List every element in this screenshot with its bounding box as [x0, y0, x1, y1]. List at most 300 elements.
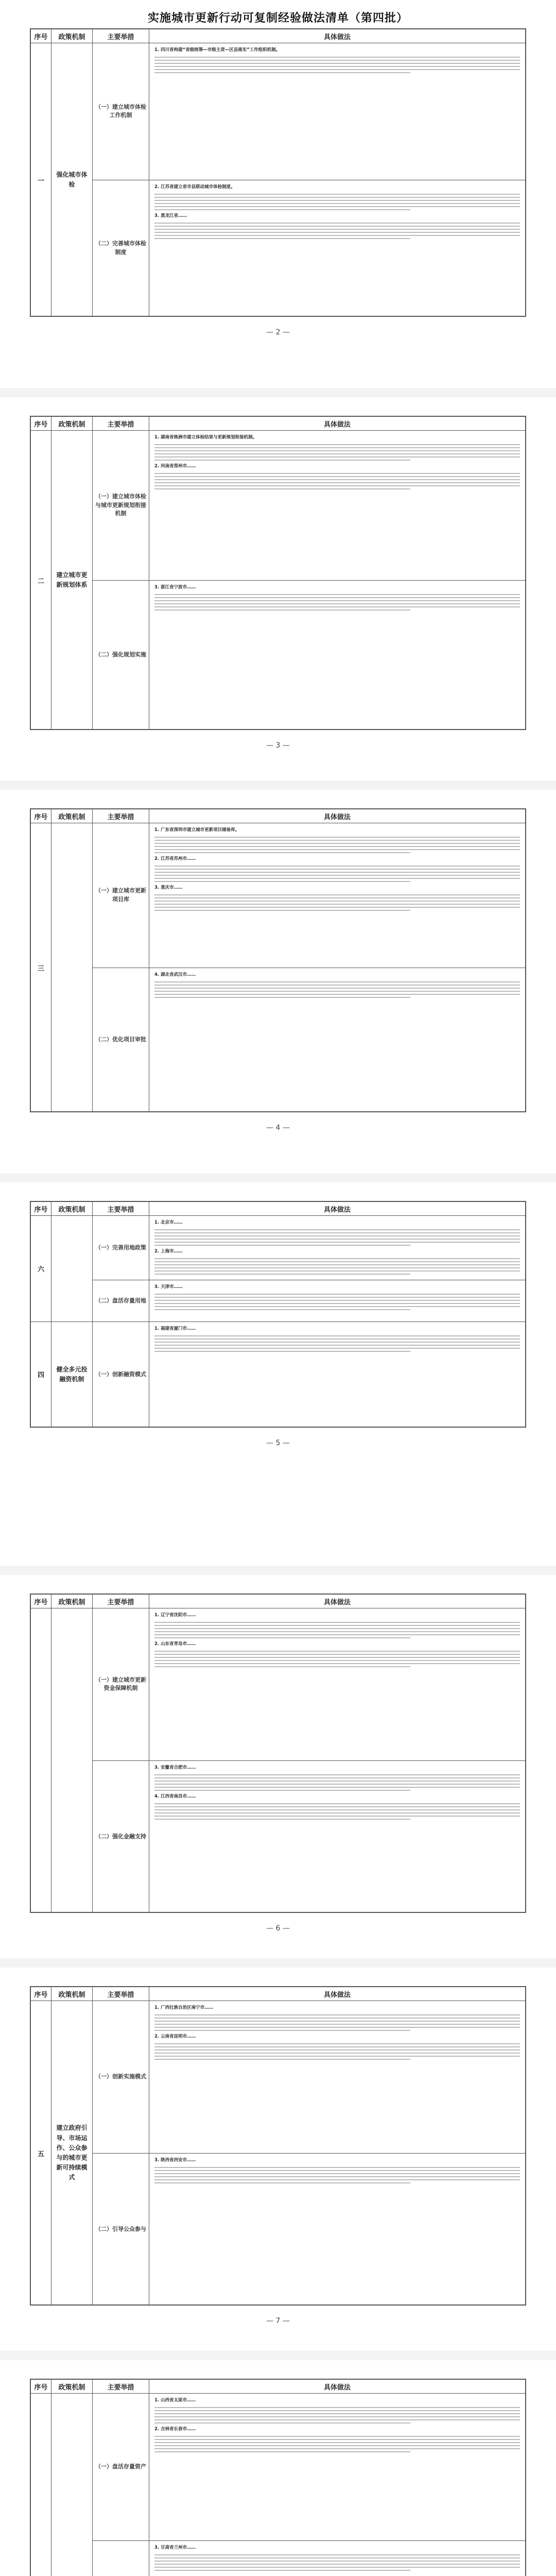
table-header	[31, 1595, 525, 1608]
text-line	[154, 1803, 520, 1804]
text-line	[154, 2173, 520, 2174]
text-line	[154, 194, 520, 195]
text-line	[154, 846, 520, 847]
table-row	[31, 1608, 525, 1912]
header-detail: 具体做法	[323, 1206, 351, 1214]
text-line	[154, 2179, 520, 2180]
detail-heading: 3. 浙江省宁波市……	[154, 584, 196, 590]
text-line	[154, 2056, 520, 2057]
measure-group	[93, 2001, 525, 2154]
measure-details	[149, 823, 525, 968]
header-measure: 主要举措	[93, 417, 149, 430]
text-line	[154, 1790, 410, 1791]
text-line	[154, 1812, 520, 1814]
detail-heading: 1. 山西省太原市……	[154, 2398, 196, 2403]
table-header	[31, 1987, 525, 2001]
main-measure: （二）引导公众参与	[93, 2154, 149, 2306]
text-line	[154, 2030, 410, 2031]
main-measure: （二）强化金融支持	[93, 1761, 149, 1913]
text-line	[154, 2554, 520, 2555]
main-measure: （二）完善城市体检制度	[93, 180, 149, 317]
measure-group	[93, 823, 525, 968]
text-line	[154, 1270, 520, 1272]
measure-details	[149, 1280, 525, 1321]
main-measure: （一）建立城市体检工作机制	[93, 43, 149, 180]
detail-item	[154, 1640, 520, 1648]
text-line	[154, 2570, 410, 2571]
text-line	[154, 1229, 520, 1230]
text-line	[154, 1774, 520, 1775]
row-number: 一	[31, 43, 51, 316]
text-line	[154, 907, 520, 908]
row-content	[93, 1322, 525, 1428]
text-line	[154, 2567, 520, 2568]
text-line	[154, 600, 520, 601]
main-measure: （二）优化项目审批	[93, 968, 149, 1112]
text-line	[154, 837, 520, 838]
text-line	[154, 476, 520, 477]
text-line	[154, 66, 520, 67]
text-line	[154, 1784, 520, 1785]
table-row	[31, 823, 525, 1112]
header-measure: 主要举措	[93, 809, 149, 823]
text-line	[154, 1274, 410, 1275]
table-row	[31, 1216, 525, 1322]
text-line	[154, 223, 520, 224]
text-line	[154, 2557, 520, 2558]
detail-heading: 3. 重庆市……	[154, 885, 183, 890]
detail-heading: 2. 吉林省长春市……	[154, 2427, 196, 2432]
text-line	[154, 200, 520, 201]
measure-details	[149, 431, 525, 580]
main-measure: （一）创新实施模式	[93, 2001, 149, 2153]
main-measure: （二）强化规划实施	[93, 581, 149, 730]
text-line	[154, 1634, 520, 1635]
header-detail: 具体做法	[323, 33, 351, 41]
text-line	[154, 1806, 520, 1807]
text-line	[154, 60, 520, 61]
text-line	[154, 1300, 520, 1301]
measure-details	[149, 2394, 525, 2540]
header-mechanism: 政策机制	[51, 1595, 93, 1608]
text-line	[154, 840, 520, 841]
measure-group	[93, 581, 525, 730]
text-line	[154, 1294, 520, 1295]
detail-item	[154, 971, 520, 978]
text-line	[154, 2410, 520, 2411]
detail-item	[154, 2397, 520, 2404]
text-line	[154, 1261, 520, 1262]
text-line	[154, 1631, 520, 1632]
text-line	[154, 57, 520, 58]
page-number: — 5 —	[266, 1439, 290, 1447]
detail-item	[154, 2157, 520, 2164]
text-line	[154, 209, 410, 210]
header-detail: 具体做法	[323, 813, 351, 821]
measure-group	[93, 2541, 525, 2576]
text-line	[154, 1303, 520, 1304]
table-body	[31, 823, 525, 1112]
row-number	[31, 2394, 51, 2576]
header-detail: 具体做法	[323, 1991, 351, 1999]
policy-mechanism	[51, 1608, 93, 1912]
policy-table	[30, 28, 526, 317]
text-line	[154, 479, 520, 480]
text-line	[154, 1306, 520, 1307]
text-line	[154, 206, 520, 207]
policy-mechanism: 强化城市体检	[51, 43, 93, 316]
detail-heading: 2. 云南省昆明市……	[154, 2034, 196, 2039]
text-line	[154, 485, 520, 486]
table-header	[31, 2380, 525, 2394]
detail-item	[154, 434, 520, 441]
text-line	[154, 1637, 410, 1638]
detail-heading: 3. 陕西省西安市……	[154, 2157, 196, 2163]
detail-heading: 1. 北京市……	[154, 1220, 183, 1225]
text-line	[154, 1781, 520, 1782]
text-line	[154, 2436, 520, 2437]
detail-item	[154, 46, 520, 54]
measure-group	[93, 2154, 525, 2306]
text-line	[154, 2439, 520, 2440]
detail-item	[154, 463, 520, 470]
text-line	[154, 997, 410, 998]
measure-group	[93, 1216, 525, 1280]
row-number: 三	[31, 823, 51, 1112]
row-number: 四	[31, 1322, 51, 1428]
policy-table	[30, 2379, 526, 2576]
page-number: — 6 —	[266, 1924, 290, 1933]
text-line	[154, 1819, 410, 1820]
text-line	[154, 894, 520, 895]
detail-item	[154, 183, 520, 191]
text-line	[154, 843, 520, 844]
table-row	[31, 2001, 525, 2305]
text-line	[154, 2024, 520, 2025]
text-line	[154, 897, 520, 899]
text-line	[154, 203, 520, 204]
header-detail: 具体做法	[323, 2383, 351, 2392]
text-line	[154, 2422, 410, 2424]
text-line	[154, 2167, 520, 2168]
text-line	[154, 226, 520, 227]
header-no: 序号	[31, 1202, 51, 1215]
page-3	[0, 785, 556, 1178]
measure-group	[93, 180, 525, 317]
main-measure: （一）建立城市体检与城市更新规划衔接机制	[93, 431, 149, 580]
measure-group	[93, 1322, 525, 1428]
text-line	[154, 2176, 520, 2177]
text-line	[154, 1651, 520, 1652]
measure-group	[93, 43, 525, 180]
text-line	[154, 1625, 520, 1626]
detail-item	[154, 1248, 520, 1255]
policy-mechanism	[51, 823, 93, 1112]
header-measure: 主要举措	[93, 2380, 149, 2393]
row-content	[93, 2001, 525, 2305]
measure-details	[149, 1216, 525, 1280]
text-line	[154, 197, 520, 198]
header-no: 序号	[31, 1987, 51, 2001]
text-line	[154, 2043, 520, 2044]
text-line	[154, 2419, 520, 2420]
measure-details	[149, 1322, 525, 1428]
text-line	[154, 72, 410, 73]
header-mechanism: 政策机制	[51, 1202, 93, 1215]
text-line	[154, 1245, 410, 1246]
detail-heading: 3. 甘肃省兰州市……	[154, 2545, 196, 2550]
detail-item	[154, 2033, 520, 2040]
header-no: 序号	[31, 2380, 51, 2393]
text-line	[154, 1663, 520, 1664]
main-measure: （一）完善用地政策	[93, 1216, 149, 1280]
text-line	[154, 456, 520, 457]
detail-item	[154, 1612, 520, 1619]
detail-heading: 2. 上海市……	[154, 1249, 183, 1254]
text-line	[154, 988, 520, 989]
text-line	[154, 1264, 520, 1265]
header-detail: 具体做法	[323, 1598, 351, 1606]
text-line	[154, 1267, 520, 1268]
text-line	[154, 1654, 520, 1655]
policy-mechanism: 建立城市更新规划体系	[51, 431, 93, 730]
text-line	[154, 994, 520, 995]
text-line	[154, 2448, 520, 2449]
text-line	[154, 852, 410, 853]
text-line	[154, 910, 410, 911]
row-content	[93, 1216, 525, 1321]
main-measure: （一）盘活存量资产	[93, 2394, 149, 2540]
table-header	[31, 809, 525, 823]
text-line	[154, 2416, 520, 2417]
text-line	[154, 881, 410, 882]
text-line	[154, 872, 520, 873]
policy-table	[30, 416, 526, 730]
main-measure: （一）创新融资模式	[93, 1322, 149, 1428]
header-mechanism: 政策机制	[51, 1987, 93, 2001]
text-line	[154, 2014, 520, 2015]
header-measure: 主要举措	[93, 1595, 149, 1608]
detail-heading: 3. 安徽省合肥市……	[154, 1765, 196, 1770]
text-line	[154, 2018, 520, 2019]
text-line	[154, 2442, 520, 2443]
text-line	[154, 69, 520, 70]
table-row	[31, 431, 525, 730]
text-line	[154, 444, 520, 445]
text-line	[154, 1235, 520, 1236]
text-line	[154, 1345, 520, 1346]
row-number: 二	[31, 431, 51, 730]
text-line	[154, 2564, 520, 2565]
text-line	[154, 232, 520, 233]
text-line	[154, 235, 520, 236]
table-row	[31, 43, 525, 316]
page-number: — 4 —	[266, 1124, 290, 1132]
measure-details	[149, 1761, 525, 1913]
policy-mechanism: 建立政府引导、市场运作、公众参与的城市更新可持续模式	[51, 2001, 93, 2305]
text-line	[154, 1258, 520, 1259]
page-2	[0, 393, 556, 785]
text-line	[154, 1628, 520, 1629]
row-number: 五	[31, 2001, 51, 2305]
detail-item	[154, 1793, 520, 1800]
text-line	[154, 1809, 520, 1810]
detail-item	[154, 212, 520, 219]
header-detail: 具体做法	[323, 420, 351, 429]
detail-heading: 3. 黑龙江省……	[154, 213, 187, 218]
policy-table	[30, 808, 526, 1112]
detail-item	[154, 1325, 520, 1332]
page-4	[0, 1178, 556, 1570]
text-line	[154, 2445, 520, 2446]
policy-mechanism	[51, 1216, 93, 1321]
measure-group	[93, 1761, 525, 1913]
measure-details	[149, 2001, 525, 2153]
text-line	[154, 1309, 410, 1310]
measure-details	[149, 43, 525, 180]
row-content	[93, 43, 525, 316]
header-no: 序号	[31, 809, 51, 823]
text-line	[154, 849, 520, 850]
table-body	[31, 43, 525, 316]
measure-details	[149, 2541, 525, 2576]
text-line	[154, 904, 520, 905]
detail-item	[154, 826, 520, 834]
text-line	[154, 1242, 520, 1243]
policy-mechanism: 健全多元投融资机制	[51, 1322, 93, 1428]
measure-details	[149, 2154, 525, 2306]
text-line	[154, 606, 520, 607]
text-line	[154, 901, 520, 902]
table-header	[31, 29, 525, 43]
detail-heading: 4. 江西省南昌市……	[154, 1793, 196, 1799]
text-line	[154, 450, 520, 451]
header-measure: 主要举措	[93, 1202, 149, 1215]
table-row	[31, 1322, 525, 1428]
text-line	[154, 2170, 520, 2171]
row-number: 六	[31, 1216, 51, 1321]
row-content	[93, 2394, 525, 2576]
text-line	[154, 609, 410, 611]
text-line	[154, 875, 520, 876]
text-line	[154, 447, 520, 448]
detail-heading: 2. 山东省青岛市……	[154, 1641, 196, 1647]
detail-heading: 1. 广东省深圳市建立城市更新项目储备库。	[154, 827, 240, 833]
text-line	[154, 2046, 520, 2047]
text-line	[154, 2451, 410, 2452]
measure-group	[93, 431, 525, 581]
header-measure: 主要举措	[93, 29, 149, 43]
table-row	[31, 2394, 525, 2576]
text-line	[154, 1338, 520, 1340]
measure-group	[93, 1280, 525, 1321]
text-line	[154, 453, 520, 454]
detail-item	[154, 2426, 520, 2433]
measure-details	[149, 968, 525, 1112]
text-line	[154, 1816, 520, 1817]
row-content	[93, 1608, 525, 1912]
table-body	[31, 1608, 525, 1912]
header-mechanism: 政策机制	[51, 2380, 93, 2393]
text-line	[154, 1666, 410, 1667]
header-no: 序号	[31, 1595, 51, 1608]
text-line	[154, 1660, 520, 1661]
detail-item	[154, 2544, 520, 2551]
detail-heading: 4. 湖北省武汉市……	[154, 972, 196, 977]
page-1	[0, 0, 556, 393]
text-line	[154, 597, 520, 598]
document-title: 实施城市更新行动可复制经验做法清单（第四批）	[147, 12, 408, 25]
text-line	[154, 238, 410, 239]
measure-details	[149, 180, 525, 317]
text-line	[154, 1622, 520, 1623]
page-6	[0, 1963, 556, 2355]
text-line	[154, 2049, 520, 2050]
text-line	[154, 603, 520, 604]
policy-table	[30, 1594, 526, 1913]
text-line	[154, 981, 520, 982]
table-body	[31, 2001, 525, 2305]
text-line	[154, 1787, 520, 1788]
page-number: — 7 —	[266, 2317, 290, 2325]
page-5	[0, 1570, 556, 1963]
text-line	[154, 473, 520, 474]
text-line	[154, 2021, 520, 2022]
text-line	[154, 2561, 520, 2562]
text-line	[154, 229, 520, 230]
header-mechanism: 政策机制	[51, 417, 93, 430]
detail-heading: 1. 广西壮族自治区南宁市……	[154, 2005, 214, 2010]
table-header	[31, 1202, 525, 1216]
text-line	[154, 2182, 410, 2183]
main-measure: （一）建立城市更新资金保障机制	[93, 1608, 149, 1760]
text-line	[154, 1297, 520, 1298]
page-number: — 2 —	[266, 328, 290, 336]
main-measure: （一）建立城市更新项目库	[93, 823, 149, 968]
header-no: 序号	[31, 417, 51, 430]
row-content	[93, 431, 525, 730]
detail-item	[154, 884, 520, 891]
main-measure: （二）盘活存量用地	[93, 1280, 149, 1321]
header-mechanism: 政策机制	[51, 809, 93, 823]
measure-group	[93, 2394, 525, 2541]
text-line	[154, 1239, 520, 1240]
policy-mechanism	[51, 2394, 93, 2576]
text-line	[154, 1777, 520, 1778]
measure-group	[93, 1608, 525, 1761]
measure-group	[93, 968, 525, 1112]
header-mechanism: 政策机制	[51, 29, 93, 43]
detail-heading: 2. 河南省郑州市……	[154, 464, 196, 469]
text-line	[154, 878, 520, 879]
main-measure	[93, 2541, 149, 2576]
text-line	[154, 1657, 520, 1658]
detail-heading: 3. 天津市……	[154, 1284, 183, 1290]
detail-heading: 2. 江苏省建立省市县联动城市体检制度。	[154, 184, 235, 190]
text-line	[154, 482, 520, 483]
measure-details	[149, 581, 525, 730]
table-body	[31, 431, 525, 730]
text-line	[154, 2407, 520, 2408]
text-line	[154, 991, 520, 992]
text-line	[154, 1351, 410, 1352]
text-line	[154, 2053, 520, 2054]
table-body	[31, 1216, 525, 1427]
text-line	[154, 2413, 520, 2414]
text-line	[154, 63, 520, 64]
text-line	[154, 985, 520, 986]
page-number: — 3 —	[266, 741, 290, 750]
